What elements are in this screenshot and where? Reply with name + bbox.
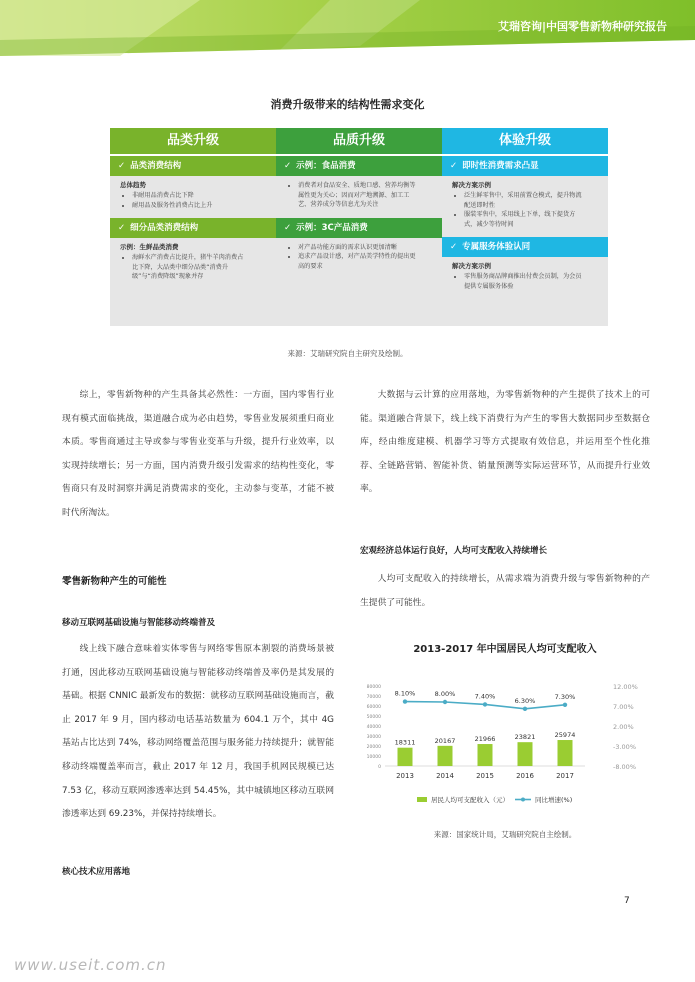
subsection-heading: 核心技术应用落地 <box>62 867 131 877</box>
check-icon: ✓ <box>284 161 292 171</box>
bullet-item: • 消费者对食品安全、质地口感、营养均衡等属性更为关心；因而对产地溯源、加工工艺、营养成分等信息尤为关注 <box>298 181 416 210</box>
column-header: 体验升级 <box>442 128 608 154</box>
bullet-item: • 非耐用品消费占比下降 <box>132 191 272 201</box>
bullet-item: • 泛生鲜零售中，采用前置仓模式，提升物流配送即时性 <box>464 191 586 210</box>
column-body <box>442 156 608 326</box>
check-icon: ✓ <box>450 161 458 171</box>
section-header: ✓ 示例：食品消费 <box>276 156 442 176</box>
bar-value-label: 21966 <box>474 735 496 744</box>
bullet-item: • 服装零售中，采用线上下单，线下提货方式，减少等待时间 <box>464 210 586 229</box>
left-paragraph-1: 综上，零售新物种的产生具备其必然性：一方面，国内零售行业现有模式面临挑战，渠道融合成为必由趋势，零售业发展须重归商业本质。零售商通过主导或参与零售业变革与升级，提升行业效率，以实现持续增长；另一方面，国内消费升级引发需求的结构性变化，零售商只有及时洞察并满足消费需求的变化，主动参与变革，才能不被时代所淘汰。 <box>62 390 334 518</box>
y-tick-label: 60000 <box>366 705 381 710</box>
subsection-heading: 移动互联网基础设施与智能移动终端普及 <box>62 618 216 628</box>
x-tick-label: 2013 <box>396 772 414 780</box>
section-label: 解决方案示例 <box>452 262 491 271</box>
page-number: 7 <box>624 896 630 906</box>
growth-point <box>403 699 407 703</box>
growth-point <box>443 700 447 704</box>
y-tick-label: 10000 <box>366 755 381 760</box>
bullet-list <box>276 243 442 272</box>
bullet-list <box>110 253 276 282</box>
bar-value-label: 20167 <box>434 736 456 745</box>
right-paragraph-2: 人均可支配收入的持续增长，从需求端为消费升级与零售新物种的产生提供了可能性。 <box>360 574 650 608</box>
growth-point <box>523 707 527 711</box>
column-header: 品类升级 <box>110 128 276 154</box>
diagram-title: 消费升级带来的结构性需求变化 <box>270 98 425 111</box>
growth-point <box>563 703 567 707</box>
bar <box>398 748 413 766</box>
bar-value-label: 23821 <box>514 733 536 742</box>
bullet-item: • 对产品功能方面的需求认识更加清晰 <box>298 243 416 253</box>
bar <box>438 746 453 766</box>
bar <box>558 740 573 766</box>
bullet-item: • 耐用品及服务性消费占比上升 <box>132 201 272 211</box>
bullet-item: • 追求产品设计感，对产品美学特性的提出更高的要求 <box>298 252 416 271</box>
section-header: ✓ 示例：3C产品消费 <box>276 218 442 238</box>
check-icon: ✓ <box>118 223 126 234</box>
y-tick-label: 80000 <box>366 685 381 690</box>
column-body <box>276 156 442 326</box>
legend-label-income: 居民人均可支配收入（元） <box>431 796 509 804</box>
bar <box>478 744 493 766</box>
column-experience-upgrade <box>442 128 608 326</box>
column-body <box>110 156 276 326</box>
x-tick-label: 2014 <box>436 772 454 780</box>
bullet-list <box>442 191 608 229</box>
y-tick-label: 20000 <box>366 745 381 750</box>
y2-tick-label: 7.00% <box>613 703 634 711</box>
bar <box>518 742 533 766</box>
y2-tick-label: -8.00% <box>613 763 636 771</box>
watermark: www.useit.com.cn <box>14 956 167 974</box>
section-heading: 零售新物种产生的可能性 <box>62 576 167 587</box>
section-label: 示例：生鲜品类消费 <box>120 243 179 252</box>
subsection-heading: 宏观经济总体运行良好，人均可支配收入持续增长 <box>360 546 548 556</box>
y2-tick-label: -3.00% <box>613 743 636 751</box>
bullet-item: • 海鲜水产消费占比提升，猪牛羊肉消费占比下降，大品类中细分品类“消费升级”与“消费降级”现象并存 <box>132 253 246 282</box>
y-tick-label: 50000 <box>366 715 381 720</box>
growth-value-label: 8.10% <box>394 689 416 698</box>
section-header: ✓ 细分品类消费结构 <box>110 218 276 238</box>
bar-value-label: 18311 <box>394 738 416 747</box>
bullet-item: • 零售服务商品牌商推出付费会员制，为会员提供专属服务体验 <box>464 272 586 291</box>
income-chart <box>355 682 655 822</box>
y-tick-label: 30000 <box>366 735 381 740</box>
x-tick-label: 2016 <box>516 772 534 780</box>
legend-label-growth: 同比增速(%) <box>535 796 573 804</box>
y-tick-label: 0 <box>378 765 381 770</box>
check-icon: ✓ <box>284 222 292 233</box>
report-header-title: 艾瑞咨询|中国零售新物种研究报告 <box>497 20 667 33</box>
bullet-list <box>442 272 608 291</box>
right-paragraph-1: 大数据与云计算的应用落地，为零售新物种的产生提供了技术上的可能。渠道融合背景下，线上线下消费行为产生的零售大数据同步至数据仓库，经由维度建模、机器学习等方式提取有效信息，并运用至个性化推荐、全链路营销、智能补货、销量预测等实际运营环节，从而提升行业效率。 <box>360 390 650 495</box>
y2-tick-label: 2.00% <box>613 723 634 731</box>
growth-value-label: 7.30% <box>554 692 576 701</box>
section-header: ✓ 即时性消费需求凸显 <box>442 156 608 176</box>
diagram-source: 来源：艾瑞研究院自主研究及绘制。 <box>287 349 408 358</box>
legend-swatch-bar <box>417 797 427 802</box>
x-tick-label: 2015 <box>476 772 494 780</box>
y2-tick-label: 12.00% <box>613 683 638 691</box>
legend-swatch-point <box>521 798 525 802</box>
column-header: 品质升级 <box>276 128 442 154</box>
left-paragraph-2: 线上线下融合意味着实体零售与网络零售原本割裂的消费场景被打通，因此移动互联网基础设施与智能移动终端普及率仍是其发展的基础。根据 CNNIC 最新发布的数据：就移动互联网基础设施而言，截止 2017 年 9 月，国内移动电话基站数量为 604.1 万个，其中 4G 基站占比达到 74%，移动网络覆盖范围与服务能力持续提升；就智能移动终端覆盖率而言，截止 2017 年 12 月，我国手机网民规模已达 7.53 亿，移动互联网渗透率达到 54.45%，其中城镇地区移动互联网渗透率达到 69.23%，并保持持续增长。 <box>62 644 334 820</box>
section-label: 总体趋势 <box>120 181 146 189</box>
column-category-upgrade <box>110 128 276 326</box>
section-header: ✓ 专属服务体验认同 <box>442 237 608 257</box>
chart-title: 2013-2017 年中国居民人均可支配收入 <box>413 644 597 655</box>
growth-point <box>483 702 487 706</box>
check-icon: ✓ <box>118 161 126 171</box>
y-tick-label: 70000 <box>366 695 381 700</box>
y-tick-label: 40000 <box>366 725 381 730</box>
check-icon: ✓ <box>450 242 458 253</box>
x-tick-label: 2017 <box>556 772 574 780</box>
growth-value-label: 7.40% <box>474 692 496 701</box>
section-header: ✓ 品类消费结构 <box>110 156 276 176</box>
bar-value-label: 25974 <box>554 731 576 740</box>
bullet-list <box>276 181 442 210</box>
chart-source: 来源：国家统计局，艾瑞研究院自主绘制。 <box>433 830 577 839</box>
section-label: 解决方案示例 <box>452 181 491 189</box>
growth-value-label: 6.30% <box>514 696 536 705</box>
bullet-list <box>110 191 276 210</box>
growth-value-label: 8.00% <box>434 690 456 698</box>
column-quality-upgrade <box>276 128 442 326</box>
